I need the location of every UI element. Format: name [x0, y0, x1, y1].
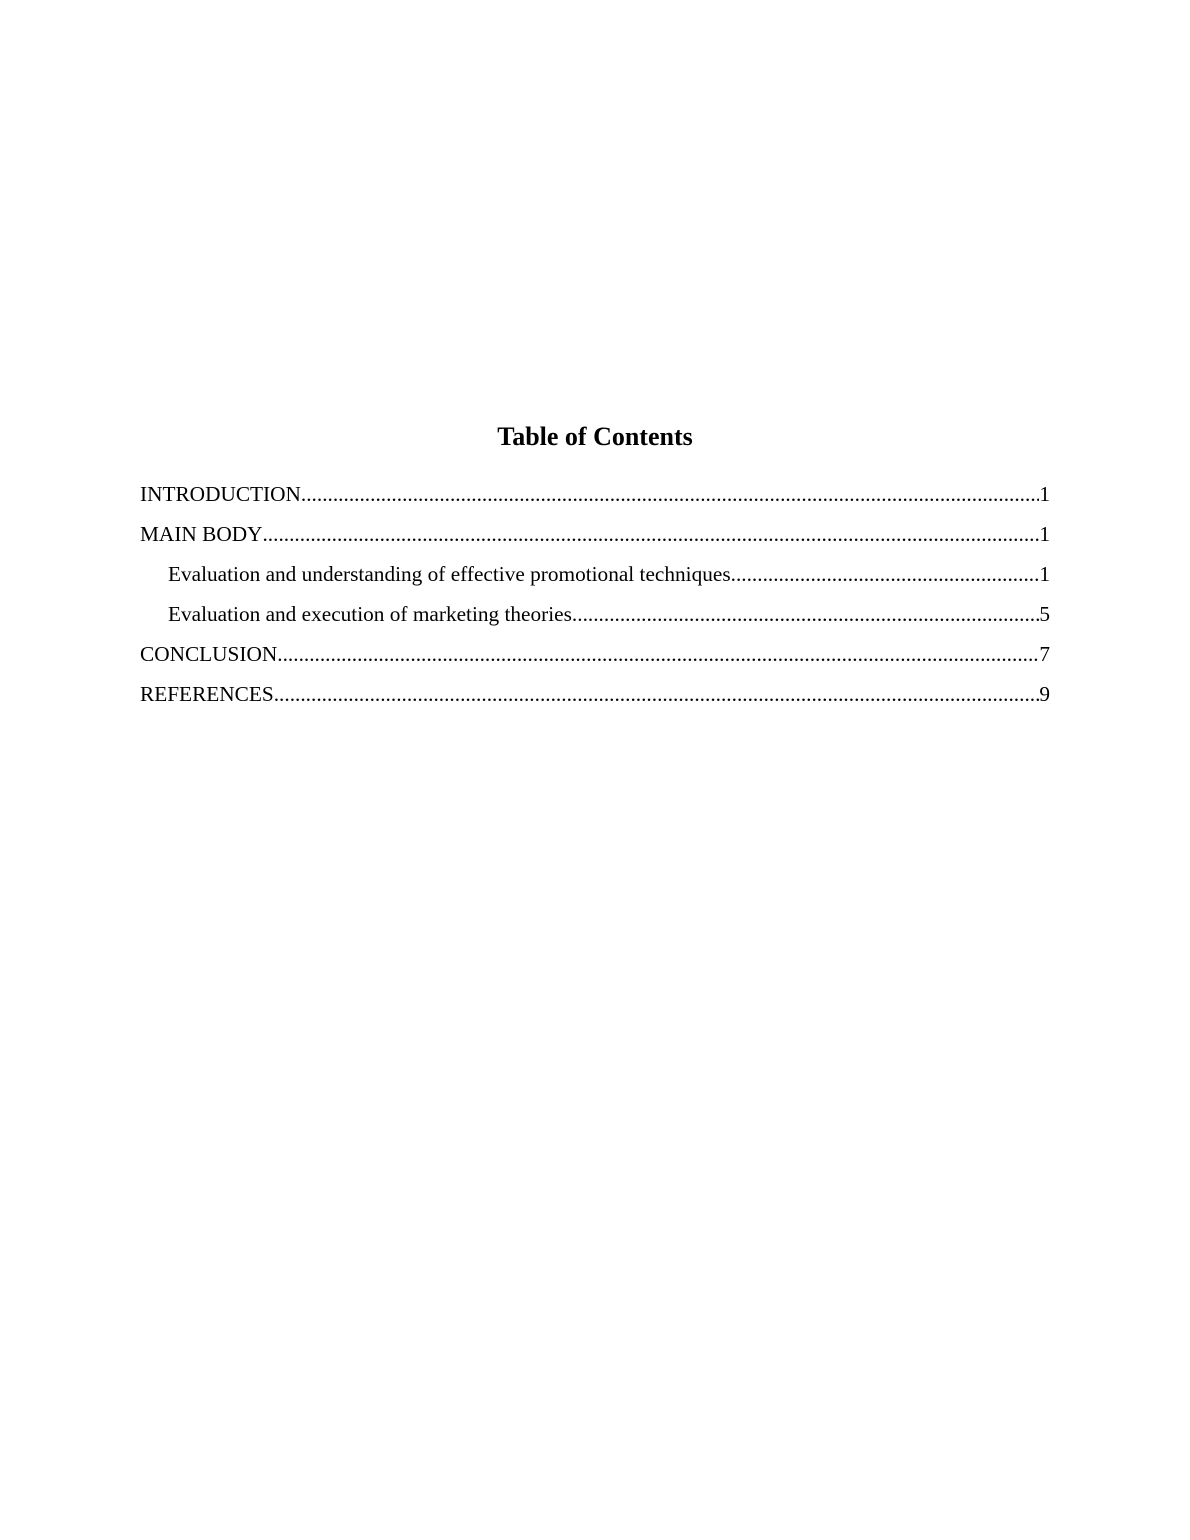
toc-entry-promotional-techniques[interactable] [140, 556, 1050, 596]
toc-entry-references[interactable] [140, 676, 1050, 716]
toc-dot-leader [731, 556, 1040, 592]
toc-entry-label: CONCLUSION [140, 642, 278, 666]
toc-title: Table of Contents [497, 422, 693, 451]
toc-entry-page-number: 9 [1039, 682, 1050, 706]
toc-dot-leader [262, 516, 1039, 552]
toc-entry-label: Evaluation and understanding of effective promotional techniques [168, 562, 731, 586]
toc-entry-introduction[interactable] [140, 476, 1050, 516]
toc-dot-leader [274, 676, 1040, 712]
toc-entry-label: INTRODUCTION [140, 482, 301, 506]
toc-entry-label: MAIN BODY [140, 522, 263, 546]
toc-entry-label: Evaluation and execution of marketing theories [168, 602, 572, 626]
toc-entry-page-number: 7 [1039, 642, 1050, 666]
toc-entry-label: REFERENCES [140, 682, 274, 706]
toc-entry-marketing-theories[interactable] [140, 596, 1050, 636]
toc-entry-conclusion[interactable] [140, 636, 1050, 676]
toc-dot-leader [277, 636, 1039, 672]
toc-entry-main-body[interactable] [140, 516, 1050, 556]
toc-dot-leader [301, 476, 1039, 512]
toc-entry-page-number: 1 [1039, 482, 1050, 506]
toc-entry-page-number: 1 [1039, 562, 1050, 586]
toc-list [140, 476, 1050, 716]
toc-entry-page-number: 1 [1039, 522, 1050, 546]
toc-dot-leader [572, 596, 1039, 632]
toc-entry-page-number: 5 [1039, 602, 1050, 626]
